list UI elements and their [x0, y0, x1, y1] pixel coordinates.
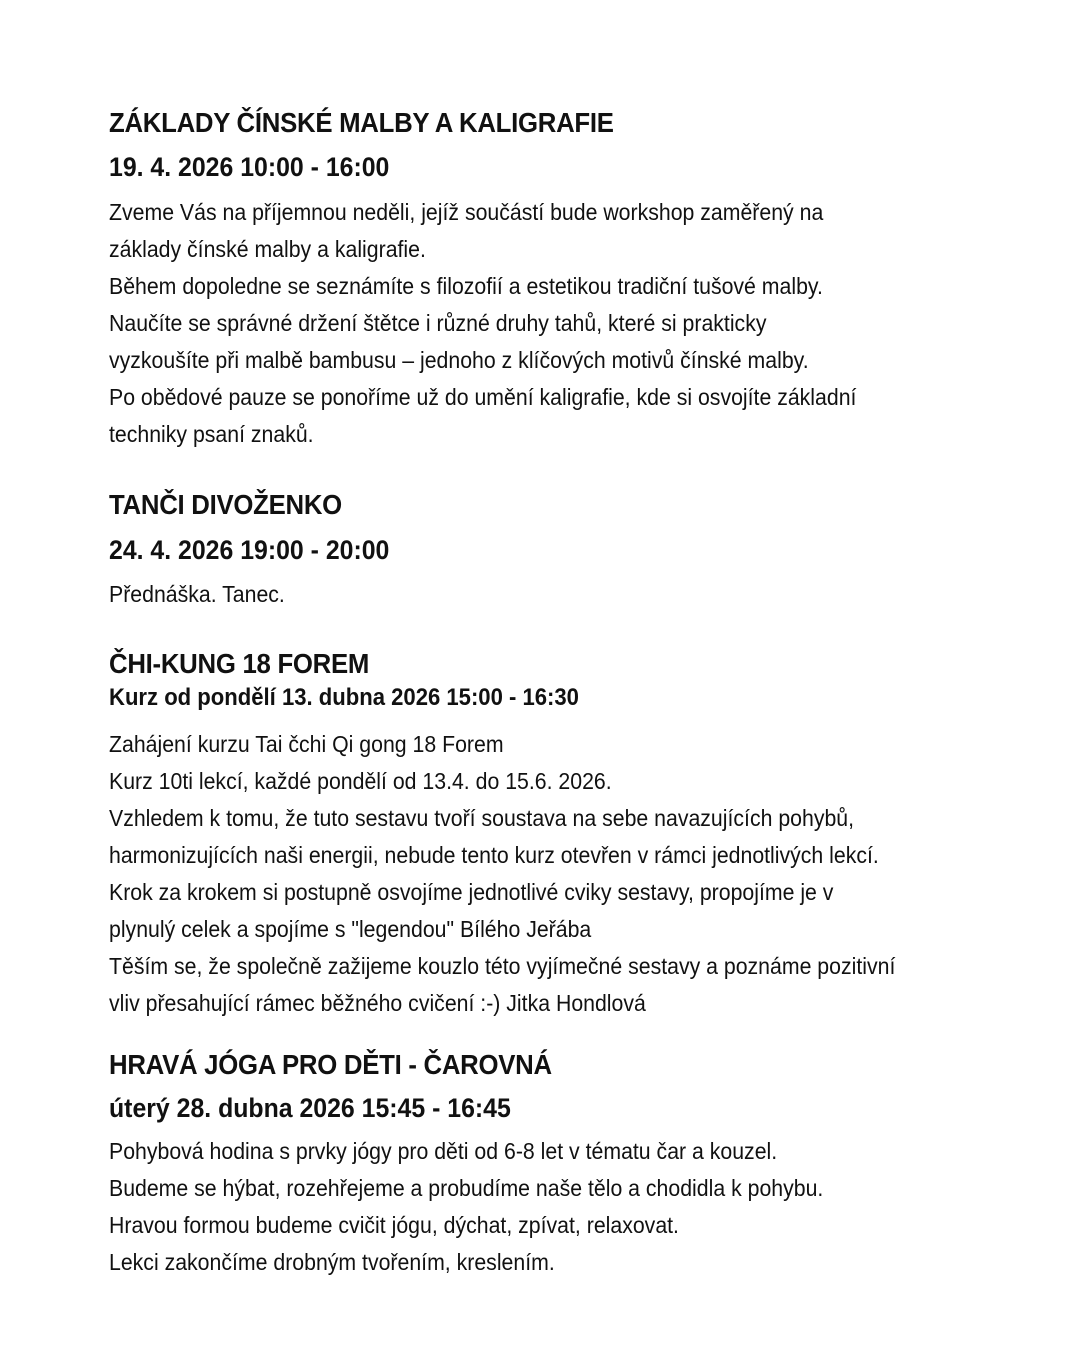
event-title: TANČI DIVOŽENKO	[109, 489, 342, 520]
event-date: úterý 28. dubna 2026 15:45 - 16:45	[109, 1093, 511, 1123]
description-line: vyzkoušíte při malbě bambusu – jednoho z klíčových motivů čínské malby.	[109, 347, 809, 373]
description-line: Po obědové pauze se ponoříme už do umění kaligrafie, kde si osvojíte základní	[109, 384, 857, 410]
description-line: Vzhledem k tomu, že tuto sestavu tvoří soustava na sebe navazujících pohybů,	[109, 805, 855, 831]
description-line: Krok za krokem si postupně osvojíme jednotlivé cviky sestavy, propojíme je v	[109, 879, 834, 905]
event-description	[109, 576, 1009, 613]
event-kids-yoga	[109, 1048, 1009, 1281]
description-line: Zveme Vás na příjemnou neděli, jejíž součástí bude workshop zaměřený na	[109, 199, 824, 225]
description-line: harmonizujících naši energii, nebude tento kurz otevřen v rámci jednotlivých lekcí.	[109, 842, 879, 868]
description-line: Kurz 10ti lekcí, každé pondělí od 13.4. do 15.6. 2026.	[109, 768, 612, 794]
description-line: Pohybová hodina s prvky jógy pro děti od 6-8 let v tématu čar a kouzel.	[109, 1138, 778, 1164]
description-line: Lekci zakončíme drobným tvořením, kreslením.	[109, 1249, 555, 1275]
description-line: Naučíte se správné držení štětce i různé druhy tahů, které si prakticky	[109, 310, 767, 336]
event-title: HRAVÁ JÓGA PRO DĚTI - ČAROVNÁ	[109, 1049, 552, 1080]
event-date: 24. 4. 2026 19:00 - 20:00	[109, 535, 390, 565]
event-title: ZÁKLADY ČÍNSKÉ MALBY A KALIGRAFIE	[109, 107, 614, 138]
description-line: Hravou formou budeme cvičit jógu, dýchat, zpívat, relaxovat.	[109, 1212, 679, 1238]
event-description	[109, 1133, 1009, 1281]
description-line: Zahájení kurzu Tai čchi Qi gong 18 Forem	[109, 731, 504, 757]
description-line: vliv přesahující rámec běžného cvičení :-) Jitka Hondlová	[109, 990, 646, 1016]
event-date: 19. 4. 2026 10:00 - 16:00	[109, 152, 390, 182]
event-description	[109, 194, 1009, 453]
description-line: Během dopoledne se seznámíte s filozofií a estetikou tradiční tušové malby.	[109, 273, 823, 299]
event-date: Kurz od pondělí 13. dubna 2026 15:00 - 16:30	[109, 684, 579, 711]
description-line: základy čínské malby a kaligrafie.	[109, 236, 426, 262]
event-chi-kung	[109, 647, 1009, 1022]
description-line: Těším se, že společně zažijeme kouzlo této vyjímečné sestavy a poznáme pozitivní	[109, 953, 896, 979]
description-line: plynulý celek a spojíme s "legendou" Bílého Jeřába	[109, 916, 592, 942]
event-title: ČHI-KUNG 18 FOREM	[109, 648, 370, 679]
description-line: techniky psaní znaků.	[109, 421, 314, 447]
description-line: Přednáška. Tanec.	[109, 581, 285, 607]
event-description	[109, 726, 1009, 1022]
event-chinese-painting	[109, 106, 1009, 453]
event-dance	[109, 488, 1009, 613]
description-line: Budeme se hýbat, rozehřejeme a probudíme naše tělo a chodidla k pohybu.	[109, 1175, 824, 1201]
